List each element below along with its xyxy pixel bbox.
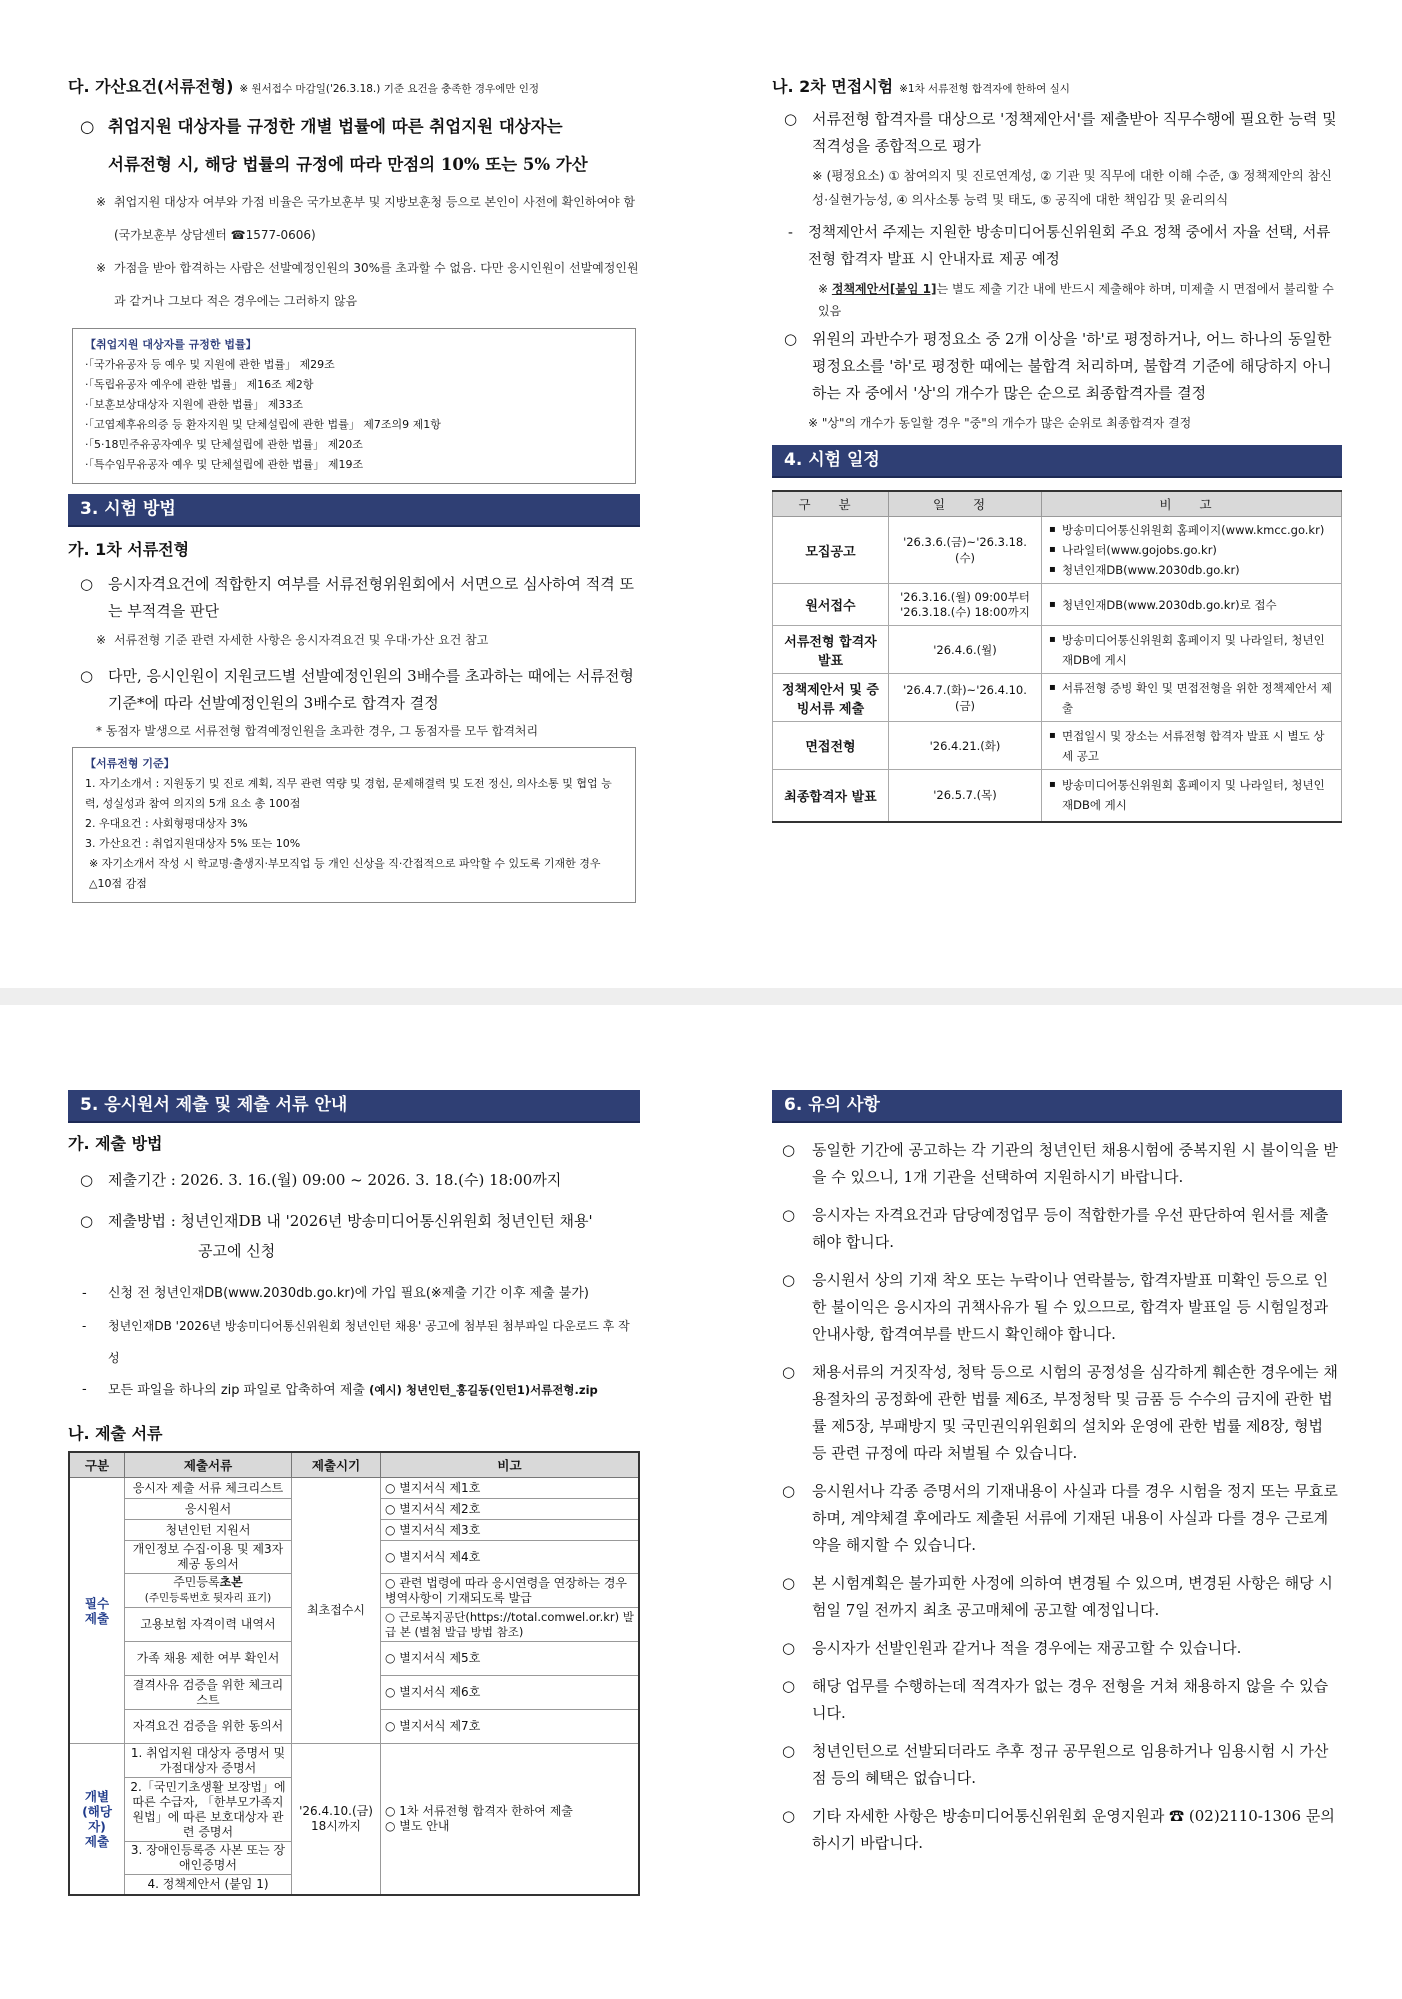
notice-item-text: 해당 업무를 수행하는데 적격자가 없는 경우 전형을 거쳐 채용하지 않을 수 있습니다. — [812, 1677, 1329, 1722]
law-item: ·「특수임무유공자 예우 및 단체설립에 관한 법률」 제19조 — [85, 458, 364, 471]
law-item: ·「독립유공자 예우에 관한 법률」 제16조 제2항 — [85, 378, 314, 391]
documents-header-row — [69, 1452, 639, 1478]
schedule-header-cell: 구 분 — [773, 491, 889, 517]
schedule-notes — [1042, 722, 1342, 770]
document-name: 2.「국민기초생활 보장법」에 따른 수급자, 「한부모가족지원법」에 따른 보호대상자 관련 증명서 — [125, 1778, 292, 1842]
notice-item — [772, 1359, 1342, 1467]
schedule-date: '26.3.6.(금)~'26.3.18.(수) — [889, 517, 1042, 584]
dash-mark-icon: - — [82, 1286, 87, 1301]
interview-bullet-2 — [772, 326, 1342, 407]
required-timing: 최초접수시 — [292, 1478, 381, 1744]
notice-item-text: 동일한 기간에 공고하는 각 기관의 청년인턴 채용시험에 중복지원 시 불이익을 받을 수 있으니, 1개 기관을 선택하여 지원하시기 바랍니다. — [812, 1141, 1338, 1186]
criteria-item: ※ 자기소개서 작성 시 학교명·출생지·부모직업 등 개인 신상을 직·간접적으로 파악할 수 있도록 기재한 경우 △10점 감점 — [89, 857, 601, 890]
section-da-heading — [68, 76, 640, 100]
document-name: 개인정보 수집·이용 및 제3자 제공 동의서 — [125, 1541, 292, 1574]
circle-bullet-icon: ○ — [80, 667, 94, 685]
schedule-label: 모집공고 — [773, 517, 889, 584]
document-note: ○ 별지서식 제6호 — [381, 1676, 640, 1710]
document-name-part: 주민등록 — [173, 1575, 220, 1589]
doc-screening-ref-2 — [68, 721, 640, 741]
schedule-note: ▪ 방송미디어통신위원회 홈페이지 및 나라일터, 청년인재DB에 게시 — [1062, 630, 1335, 670]
submit-dash-1-text: 신청 전 청년인재DB(www.2030db.go.kr)에 가입 필요(※제출 기간 이후 제출 불가) — [108, 1286, 589, 1301]
doc-screening-bullet-2-text: 다만, 응시인원이 지원코드별 선발예정인원의 3배수를 초과하는 때에는 서류전형 기준*에 따라 선발예정인원의 3배수로 합격자 결정 — [108, 667, 634, 712]
document-name: 자격요건 검증을 위한 동의서 — [125, 1710, 292, 1744]
document-name: 결격사유 검증을 위한 체크리스트 — [125, 1676, 292, 1710]
schedule-note: ▪ 서류전형 증빙 확인 및 면접전형을 위한 정책제안서 제출 — [1062, 678, 1335, 718]
schedule-notes — [1042, 674, 1342, 722]
document-name: 청년인턴 지원서 — [125, 1520, 292, 1541]
interview-note-2-text: 는 별도 제출 기간 내에 반드시 제출해야 하며, 미제출 시 면접에서 불리할 수 있음 — [818, 282, 1334, 318]
ref-mark-icon: ※ — [96, 261, 107, 275]
documents-row — [69, 1478, 639, 1499]
schedule-date: '26.4.6.(월) — [889, 626, 1042, 674]
documents-table — [68, 1451, 640, 1896]
individual-note-1: ○ 1차 서류전형 합격자 한하여 제출 — [385, 1803, 573, 1818]
submit-period-text: 제출기간 : 2026. 3. 16.(월) 09:00 ~ 2026. 3. 18.(수) 18:00까지 — [108, 1171, 562, 1189]
doc-screening-ref-1-text: 서류전형 기준 관련 자세한 사항은 응시자격요건 및 우대·가산 요건 참고 — [114, 633, 489, 647]
notice-list — [772, 1137, 1342, 1857]
circle-bullet-icon: ○ — [782, 1742, 796, 1760]
schedule-note: ▪ 청년인재DB(www.2030db.go.kr) — [1062, 560, 1335, 580]
notice-item-text: 응시자는 자격요건과 담당예정업무 등이 적합한가를 우선 판단하여 원서를 제출해야 합니다. — [812, 1206, 1329, 1251]
interview-note-2-mark: ※ — [818, 282, 832, 296]
circle-bullet-icon: ○ — [782, 1574, 796, 1592]
schedule-label: 서류전형 합격자 발표 — [773, 626, 889, 674]
document-note: ○ 별지서식 제7호 — [381, 1710, 640, 1744]
document-name: 고용보험 자격이력 내역서 — [125, 1608, 292, 1642]
documents-header-cell: 제출서류 — [125, 1452, 292, 1478]
page-1 — [0, 0, 1402, 988]
schedule-row — [773, 770, 1342, 822]
doc-screening-bullet-1 — [68, 571, 640, 625]
schedule-row — [773, 517, 1342, 584]
circle-bullet-icon: ○ — [784, 330, 798, 348]
document-name: 4. 정책제안서 (붙임 1) — [125, 1875, 292, 1895]
document-name: 응시원서 — [125, 1499, 292, 1520]
schedule-note: ▪ 방송미디어통신위원회 홈페이지(www.kmcc.go.kr) — [1062, 520, 1335, 540]
interview-factors-text: ※ (평정요소) ① 참여의지 및 진로연계성, ② 기관 및 직무에 대한 이해 수준, ③ 정책제안의 참신성·실현가능성, ④ 의사소통 능력 및 태도, ⑤ 공직에 대한 책임감 및 윤리의식 — [812, 168, 1332, 207]
schedule-notes — [1042, 517, 1342, 584]
schedule-table — [772, 490, 1342, 823]
interview-factors — [772, 164, 1342, 212]
section-4-bar: 4. 시험 일정 — [772, 445, 1342, 478]
schedule-header-cell: 비 고 — [1042, 491, 1342, 517]
notice-item — [772, 1635, 1342, 1662]
notice-item-text: 응시원서나 각종 증명서의 기재내용이 사실과 다를 경우 시험을 정지 또는 무효로 하며, 계약체결 후에라도 제출된 서류에 기재된 내용이 사실과 다를 경우 근로계약을 해지할 수 있습니다. — [812, 1482, 1338, 1554]
ref-mark-icon: ※ — [96, 195, 107, 209]
page2-right-column — [772, 1090, 1342, 1868]
bonus-bullet-line2: 서류전형 시, 해당 법률의 규정에 따라 만점의 10% 또는 5% 가산 — [108, 155, 588, 174]
bonus-ref-1 — [68, 186, 640, 252]
schedule-header-row — [773, 491, 1342, 517]
interview-note-2-proposal: 정책제안서[붙임 1] — [831, 282, 937, 296]
page1-left-column — [68, 76, 640, 911]
interview-bullet-1 — [772, 106, 1342, 160]
required-category-line2: 제출 — [84, 1610, 110, 1626]
ref-mark-icon: ※ — [96, 633, 107, 647]
schedule-notes — [1042, 584, 1342, 626]
schedule-row — [773, 674, 1342, 722]
notice-item-text: 채용서류의 거짓작성, 청탁 등으로 시험의 공정성을 심각하게 훼손한 경우에는 채용절차의 공정화에 관한 법률 제6조, 부정청탁 및 금품 등 수수의 금지에 관한 법률 제5장, 부패방지 및 국민권익위원회의 설치와 운영에 관한 법률 제8장, 형법 등 관련 규정에 따라 처벌될 수 있습니다. — [812, 1363, 1338, 1462]
laws-box — [72, 328, 636, 484]
documents-row — [69, 1744, 639, 1778]
schedule-note: ▪ 방송미디어통신위원회 홈페이지 및 나라일터, 청년인재DB에 게시 — [1062, 775, 1335, 815]
dash-mark-icon: - — [82, 1382, 87, 1397]
schedule-row — [773, 722, 1342, 770]
circle-bullet-icon: ○ — [782, 1271, 796, 1289]
required-category-line1: 필수 — [84, 1595, 110, 1611]
section-6-bar: 6. 유의 사항 — [772, 1090, 1342, 1123]
document-name: 응시자 제출 서류 체크리스트 — [125, 1478, 292, 1499]
page2-left-column — [68, 1090, 640, 1896]
schedule-note: ▪ 면접일시 및 장소는 서류전형 합격자 발표 시 별도 상세 공고 — [1062, 726, 1335, 766]
schedule-note: ▪ 청년인재DB(www.2030db.go.kr)로 접수 — [1062, 595, 1335, 615]
circle-bullet-icon: ○ — [80, 1171, 94, 1189]
section-3-sub-a: 가. 1차 서류전형 — [68, 540, 190, 559]
schedule-header-cell: 일 정 — [889, 491, 1042, 517]
bonus-ref-2-text: 가점을 받아 합격하는 사람은 선발예정인원의 30%를 초과할 수 없음. 다만 응시인원이 선발예정인원과 같거나 그보다 적은 경우에는 그러하지 않음 — [114, 261, 639, 308]
section-3-bar: 3. 시험 방법 — [68, 494, 640, 527]
submit-method — [68, 1206, 640, 1266]
notice-item — [772, 1202, 1342, 1256]
notice-item-text: 기타 자세한 사항은 방송미디어통신위원회 운영지원과 ☎ (02)2110-1306 문의하시기 바랍니다. — [812, 1807, 1335, 1852]
notice-item — [772, 1673, 1342, 1727]
submit-dash-3 — [68, 1374, 640, 1407]
schedule-date: '26.3.16.(월) 09:00부터 '26.3.18.(수) 18:00까지 — [889, 584, 1042, 626]
notice-item — [772, 1738, 1342, 1792]
documents-header-cell: 제출시기 — [292, 1452, 381, 1478]
submit-method-line2: 공고에 신청 — [198, 1242, 276, 1260]
required-category — [69, 1478, 125, 1744]
notice-item — [772, 1137, 1342, 1191]
page1-right-column — [772, 76, 1342, 823]
individual-timing: '26.4.10.(금) 18시까지 — [292, 1744, 381, 1895]
bonus-ref-2 — [68, 252, 640, 318]
document-name — [125, 1574, 292, 1608]
document-note: ○ 별지서식 제5호 — [381, 1642, 640, 1676]
schedule-label: 면접전형 — [773, 722, 889, 770]
individual-category — [69, 1744, 125, 1895]
circle-bullet-icon: ○ — [782, 1677, 796, 1695]
schedule-notes — [1042, 626, 1342, 674]
notice-item — [772, 1803, 1342, 1857]
doc-screening-bullet-2 — [68, 663, 640, 717]
bonus-bullet — [68, 108, 640, 184]
section-da-title: 다. 가산요건(서류전형) — [68, 77, 234, 96]
laws-box-title: 【취업지원 대상자를 규정한 법률】 — [85, 338, 257, 351]
individual-category-line3: 제출 — [84, 1833, 110, 1849]
document-note: ○ 관련 법령에 따라 응시연령을 연장하는 경우 병역사항이 기재되도록 발급 — [381, 1574, 640, 1608]
law-item: ·「국가유공자 등 예우 및 지원에 관한 법률」 제29조 — [85, 358, 335, 371]
individual-note-2: ○ 별도 안내 — [385, 1818, 450, 1833]
document-name-bold: 초본 — [219, 1575, 243, 1589]
dash-mark-icon: - — [82, 1319, 87, 1333]
circle-bullet-icon: ○ — [782, 1482, 796, 1500]
circle-bullet-icon: ○ — [782, 1363, 796, 1381]
interview-dash-1 — [772, 220, 1342, 274]
document-note: ○ 별지서식 제3호 — [381, 1520, 640, 1541]
interview-bullet-2-text: 위원의 과반수가 평정요소 중 2개 이상을 '하'로 평정하거나, 어느 하나의 동일한 평정요소를 '하'로 평정한 때에는 불합격 처리하며, 불합격 기준에 해당하지 아니하는 자 중에서 '상'의 개수가 많은 순으로 최종합격자를 결정 — [812, 330, 1332, 402]
notice-item — [772, 1478, 1342, 1559]
submit-dash-2-text: 청년인재DB '2026년 방송미디어통신위원회 청년인턴 채용' 공고에 첨부된 첨부파일 다운로드 후 작성 — [108, 1319, 630, 1365]
schedule-row — [773, 584, 1342, 626]
interview-dash-1-text: 정책제안서 주제는 지원한 방송미디어통신위원회 주요 정책 중에서 자율 선택, 서류전형 합격자 발표 시 안내자료 제공 예정 — [808, 225, 1331, 268]
law-item: ·「5·18민주유공자예우 및 단체설립에 관한 법률」 제20조 — [85, 438, 363, 451]
schedule-date: '26.5.7.(목) — [889, 770, 1042, 822]
submit-dash-3-text: 모든 파일을 하나의 zip 파일로 압축하여 제출 — [108, 1383, 370, 1398]
section-5-bar: 5. 응시원서 제출 및 제출 서류 안내 — [68, 1090, 640, 1123]
criteria-box — [72, 747, 636, 903]
schedule-date: '26.4.7.(화)~'26.4.10.(금) — [889, 674, 1042, 722]
document-name: 가족 채용 제한 여부 확인서 — [125, 1642, 292, 1676]
notice-item-text: 청년인턴으로 선발되더라도 추후 정규 공무원으로 임용하거나 임용시험 시 가산점 등의 혜택은 없습니다. — [812, 1742, 1329, 1787]
circle-bullet-icon: ○ — [782, 1639, 796, 1657]
circle-bullet-icon: ○ — [80, 117, 95, 136]
schedule-label: 정책제안서 및 증빙서류 제출 — [773, 674, 889, 722]
circle-bullet-icon: ○ — [80, 575, 94, 593]
circle-bullet-icon: ○ — [782, 1141, 796, 1159]
schedule-date: '26.4.21.(화) — [889, 722, 1042, 770]
criteria-item: 1. 자기소개서 : 지원동기 및 진로 계획, 직무 관련 역량 및 경험, 문제해결력 및 도전 정신, 의사소통 및 협업 능력, 성실성과 참여 의지의 5개 요소 총 100점 — [85, 777, 612, 810]
submit-period — [68, 1167, 640, 1194]
schedule-notes — [1042, 770, 1342, 822]
section-na-title: 나. 2차 면접시험 — [772, 77, 894, 96]
circle-bullet-icon: ○ — [782, 1206, 796, 1224]
documents-header-cell: 구분 — [69, 1452, 125, 1478]
individual-category-line1: 개별 — [84, 1788, 110, 1804]
interview-note-2 — [772, 278, 1342, 322]
document-note: ○ 별지서식 제1호 — [381, 1478, 640, 1499]
interview-note-3-text: ※ "상"의 개수가 동일할 경우 "중"의 개수가 많은 순위로 최종합격자 결정 — [808, 416, 1192, 430]
section-da-note: ※ 원서접수 마감일('26.3.18.) 기준 요건을 충족한 경우에만 인정 — [239, 83, 540, 95]
notice-item-text: 응시원서 상의 기재 착오 또는 누락이나 연락불능, 합격자발표 미확인 등으로 인한 불이익은 응시자의 귀책사유가 될 수 있으므로, 합격자 발표일 등 시험일정과 안내사항, 합격여부를 반드시 확인해야 합니다. — [812, 1271, 1329, 1343]
individual-note — [381, 1744, 640, 1895]
section-5-sub-b: 나. 제출 서류 — [68, 1424, 163, 1443]
circle-bullet-icon: ○ — [784, 110, 798, 128]
circle-bullet-icon: ○ — [80, 1212, 94, 1230]
schedule-label: 최종합격자 발표 — [773, 770, 889, 822]
notice-item-text: 본 시험계획은 불가피한 사정에 의하여 변경될 수 있으며, 변경된 사항은 해당 시험일 7일 전까지 최초 공고매체에 공고할 예정입니다. — [812, 1574, 1333, 1619]
documents-header-cell: 비고 — [381, 1452, 640, 1478]
document-name-sub: (주민등록번호 뒷자리 표기) — [144, 1592, 272, 1604]
law-item: ·「보훈보상대상자 지원에 관한 법률」 제33조 — [85, 398, 303, 411]
bonus-bullet-line1: 취업지원 대상자를 규정한 개별 법률에 따른 취업지원 대상자는 — [108, 117, 563, 136]
notice-item — [772, 1267, 1342, 1348]
section-5-sub-a: 가. 제출 방법 — [68, 1134, 163, 1153]
interview-note-3 — [772, 411, 1342, 435]
criteria-item: 3. 가산요건 : 취업지원대상자 5% 또는 10% — [85, 837, 301, 850]
schedule-row — [773, 626, 1342, 674]
notice-item-text: 응시자가 선발인원과 같거나 적을 경우에는 재공고할 수 있습니다. — [812, 1639, 1242, 1657]
circle-bullet-icon: ○ — [782, 1807, 796, 1825]
criteria-box-title: 【서류전형 기준】 — [85, 757, 175, 770]
law-item: ·「고엽제후유의증 등 환자지원 및 단체설립에 관한 법률」 제7조의9 제1항 — [85, 418, 441, 431]
submit-dash-1 — [68, 1278, 640, 1310]
interview-bullet-1-text: 서류전형 합격자를 대상으로 '정책제안서'를 제출받아 직무수행에 필요한 능력 및 적격성을 종합적으로 평가 — [812, 110, 1337, 155]
doc-screening-ref-1 — [68, 629, 640, 651]
submit-dash-2 — [68, 1310, 640, 1374]
schedule-label: 원서접수 — [773, 584, 889, 626]
page-2 — [0, 1005, 1402, 1999]
schedule-note: ▪ 나라일터(www.gojobs.go.kr) — [1062, 540, 1335, 560]
section-na-heading — [772, 76, 1342, 100]
document-name: 3. 장애인등록증 사본 또는 장애인증명서 — [125, 1842, 292, 1875]
dash-mark-icon: - — [788, 225, 793, 241]
submit-zip-example: (예시) 청년인턴_홍길동(인턴1)서류전형.zip — [369, 1383, 598, 1397]
submit-method-line1: 제출방법 : 청년인재DB 내 '2026년 방송미디어통신위원회 청년인턴 채용' — [108, 1212, 593, 1230]
document-note: ○ 별지서식 제4호 — [381, 1541, 640, 1574]
doc-screening-ref-2-text: * 동점자 발생으로 서류전형 합격예정인원을 초과한 경우, 그 동점자를 모두 합격처리 — [96, 724, 539, 738]
bonus-ref-1-text: 취업지원 대상자 여부와 가점 비율은 국가보훈부 및 지방보훈청 등으로 본인이 사전에 확인하여야 함(국가보훈부 상담센터 ☎1577-0606) — [114, 195, 636, 242]
document-note: ○ 별지서식 제2호 — [381, 1499, 640, 1520]
criteria-item: 2. 우대요건 : 사회형평대상자 3% — [85, 817, 248, 830]
doc-screening-bullet-1-text: 응시자격요건에 적합한지 여부를 서류전형위원회에서 서면으로 심사하여 적격 또는 부적격을 판단 — [108, 575, 635, 620]
document-name: 1. 취업지원 대상자 증명서 및 가점대상자 증명서 — [125, 1744, 292, 1778]
individual-category-line2: (해당자) — [82, 1803, 112, 1834]
notice-item — [772, 1570, 1342, 1624]
document-note: ○ 근로복지공단(https://total.comwel.or.kr) 발급 본 (별첨 발급 방법 참조) — [381, 1608, 640, 1642]
section-na-note: ※1차 서류전형 합격자에 한하여 실시 — [899, 83, 1070, 95]
